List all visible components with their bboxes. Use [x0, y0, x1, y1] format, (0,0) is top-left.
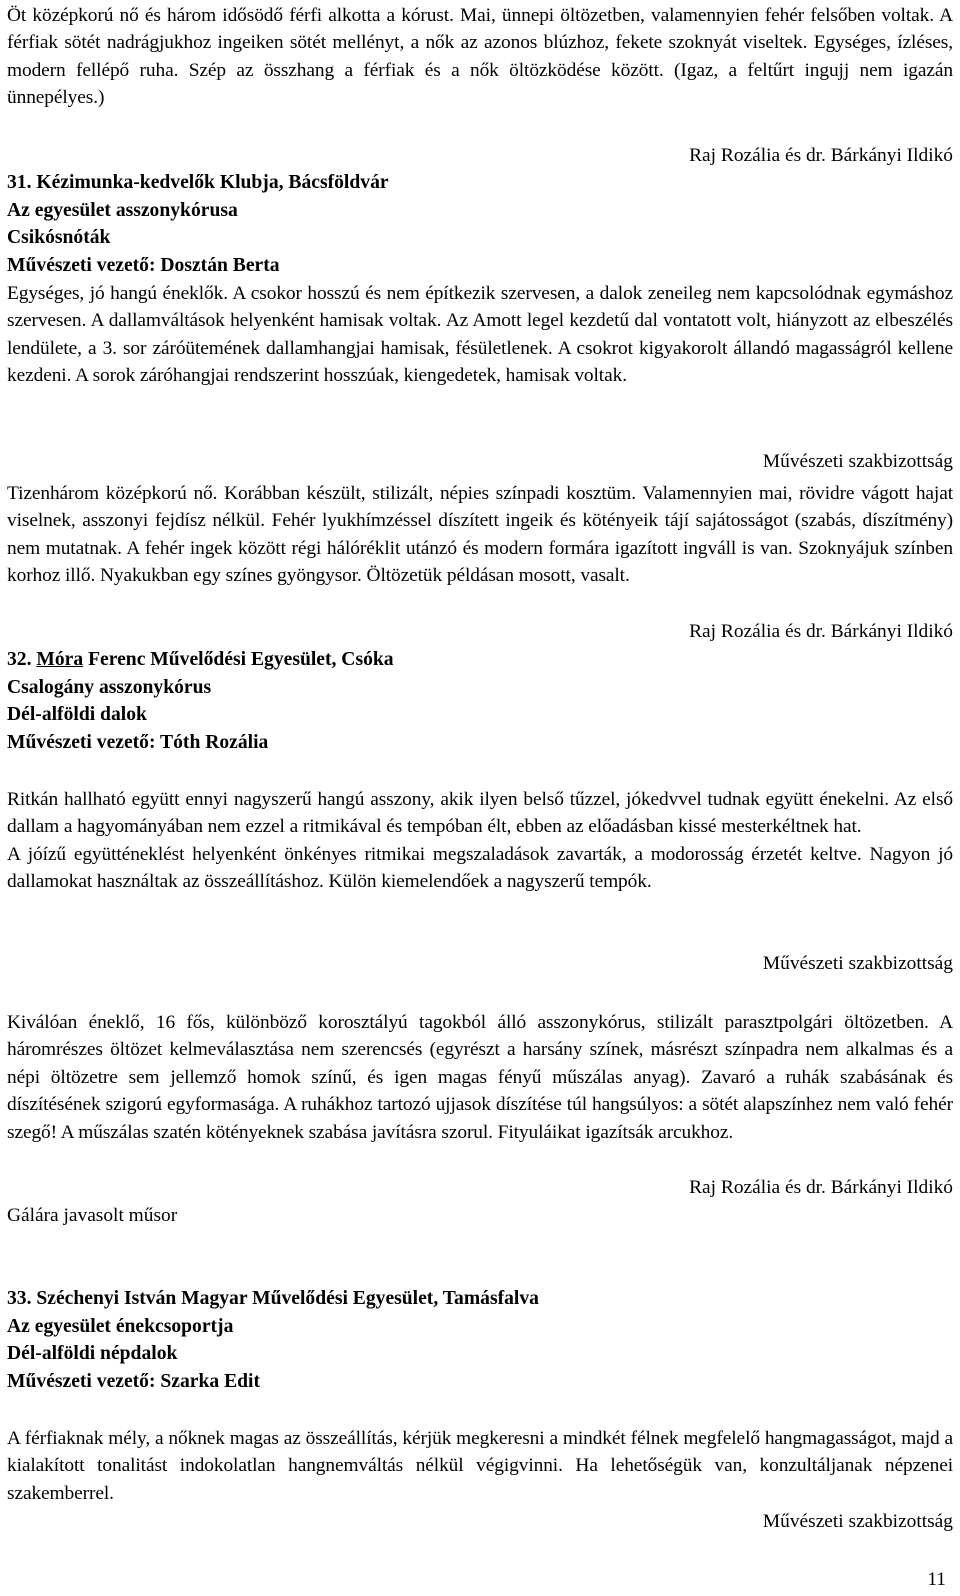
intro-block	[7, 2, 953, 112]
entry-33-header	[7, 1285, 953, 1395]
entry-33-music-signature: Művészeti szakbizottság	[762, 1511, 953, 1532]
page-number: 11	[927, 1569, 946, 1590]
entry-32-music-review-2: A jóízű együtténeklést helyenként önkényes ritmikai megszaladások zavarták, a modorosság érzetét keltve. Nagyon jó dallamokat használtak az összeállításhoz. Külön kiemelendőek a nagyszerű tempók.	[7, 843, 953, 893]
entry-32-music-block	[7, 786, 953, 896]
entry-31-title: 31. Kézimunka-kedvelők Klubja, Bácsföldvár	[7, 172, 389, 193]
intro-costume-review: Öt középkorú nő és három idősödő férfi alkotta a kórust. Mai, ünnepi öltözetben, valamennyien fehér felsőben voltak. A férfiak sötét nadrágjukhoz ingeiken sötét mellényt, a nők az azonos blúzhoz, fekete szoknyát viseltek. Egységes, ízléses, modern fellépő ruha. Szép az összhang a férfiak és a nők öltözködése között. (Igaz, a feltűrt ingujj nem igazán ünnepélyes.)	[7, 5, 953, 109]
entry-31-costume-signature: Raj Rozália és dr. Bárkányi Ildikó	[689, 621, 953, 642]
entry-32-costume-review: Kiválóan éneklő, 16 fős, különböző korosztályú tagokból álló asszonykórus, stilizált parasztpolgári öltözetben. A háromrészes öltözet kelmeválasztása nem szerencsés (egyrészt a harsány színek, másrészt színpadra nem alkalmas és a népi öltözetre sem jellemző homok színű, és igen magas fényű műszálas anyag). Zavaró a ruhák szabásának és díszítésének szigorú egyformasága. A ruhákhoz tartozó ujjasok díszítése túl hangsúlyos: a sötét alapszínhez nem való fehér szegő! A műszálas szatén kötényeknek szabása javításra szorul. Fityuláikat igazítsák arcukhoz.	[7, 1012, 953, 1143]
entry-32-costume-block	[7, 1009, 953, 1146]
entry-33-music-review: A férfiaknak mély, a nőknek magas az összeállítás, kérjük megkeresni a mindkét félnek megfelelő hangmagasságot, majd a kialakított tonalitást indokolatlan hangnemváltás nélkül végigvinni. Ha lehetőségük van, konzultáljanak népzenei szakemberrel.	[7, 1428, 953, 1504]
entry-33-group: Az egyesület énekcsoportja	[7, 1315, 234, 1337]
entry-31-costume-block	[7, 480, 953, 590]
entry-31-music-review: Egységes, jó hangú éneklők. A csokor hosszú és nem építkezik szervesen, a dalok zeneileg nem kapcsolódnak egymáshoz szervesen. A dallamváltások helyenként hamisak voltak. Az Amott legel kezdetű dal vontatott volt, hiányzott az elbeszélés lendülete, a 3. sor záróütemének dallamhangjai hamisak, fésületlenek. A csokrot kigyakorolt állandó magasságról kellene kezdeni. A sorok záróhangjai rendszerint hosszúak, kiengedetek, hamisak voltak.	[7, 283, 953, 387]
entry-32-costume-signature-block	[7, 1174, 953, 1201]
entry-32-header	[7, 646, 953, 756]
entry-32-gala-note: Gálára javasolt műsor	[7, 1205, 178, 1226]
entry-32-music-signature-block	[7, 950, 953, 977]
entry-32-costume-signature: Raj Rozália és dr. Bárkányi Ildikó	[689, 1177, 953, 1198]
intro-signature: Raj Rozália és dr. Bárkányi Ildikó	[689, 145, 953, 166]
entry-32-music-signature: Művészeti szakbizottság	[762, 953, 953, 974]
entry-33-leader: Művészeti vezető: Szarka Edit	[7, 1370, 261, 1392]
entry-31-costume-signature-block	[7, 618, 953, 645]
entry-31-group: Az egyesület asszonykórusa	[7, 199, 238, 221]
entry-32-program: Dél-alföldi dalok	[7, 704, 147, 726]
entry-31-music-signature: Művészeti szakbizottság	[762, 451, 953, 472]
intro-signature-block	[7, 142, 953, 169]
entry-33-program: Dél-alföldi népdalok	[7, 1343, 178, 1365]
entry-32-music-review-1: Ritkán hallható együtt ennyi nagyszerű hangú asszony, akik ilyen belső tűzzel, jókedvvel tudnak együtt énekelni. Az első dallam a hagyományában nem ezzel a ritmikával és tempóban élt, ebben az előadásban kissé mesterkéltnek hat.	[7, 789, 953, 838]
entry-31-music-block	[7, 280, 953, 390]
entry-32-title-underlined: Móra	[36, 649, 84, 670]
entry-33-title: 33. Széchenyi István Magyar Művelődési Egyesület, Tamásfalva	[7, 1288, 539, 1309]
entry-31-leader: Művészeti vezető: Dosztán Berta	[7, 254, 280, 276]
entry-32-leader: Művészeti vezető: Tóth Rozália	[7, 731, 269, 753]
entry-32-group: Csalogány asszonykórus	[7, 676, 212, 698]
entry-31-header	[7, 169, 953, 279]
entry-31-music-signature-block	[7, 448, 953, 475]
entry-31-program: Csikósnóták	[7, 227, 111, 249]
entry-33-music-block	[7, 1425, 953, 1507]
entry-32-gala-block	[7, 1202, 953, 1229]
entry-31-costume-review: Tizenhárom középkorú nő. Korábban készült, stilizált, népies színpadi kosztüm. Valamennyien mai, rövidre vágott hajat viselnek, asszonyi fejdísz nélkül. Fehér lyukhímzéssel díszített ingeik és kötényeik tájí sajátosságot (szabás, díszítmény) nem mutatnak. A fehér ingek között régi hálóréklit utánzó és modern formára igazított ingváll is van. Szoknyájuk színben korhoz illő. Nyakukban egy színes gyöngysor. Öltözetük példásan mosott, vasalt.	[7, 483, 953, 587]
entry-33-music-signature-block	[7, 1508, 953, 1535]
entry-32-title: 32. Móra Ferenc Művelődési Egyesület, Csóka	[7, 649, 394, 670]
